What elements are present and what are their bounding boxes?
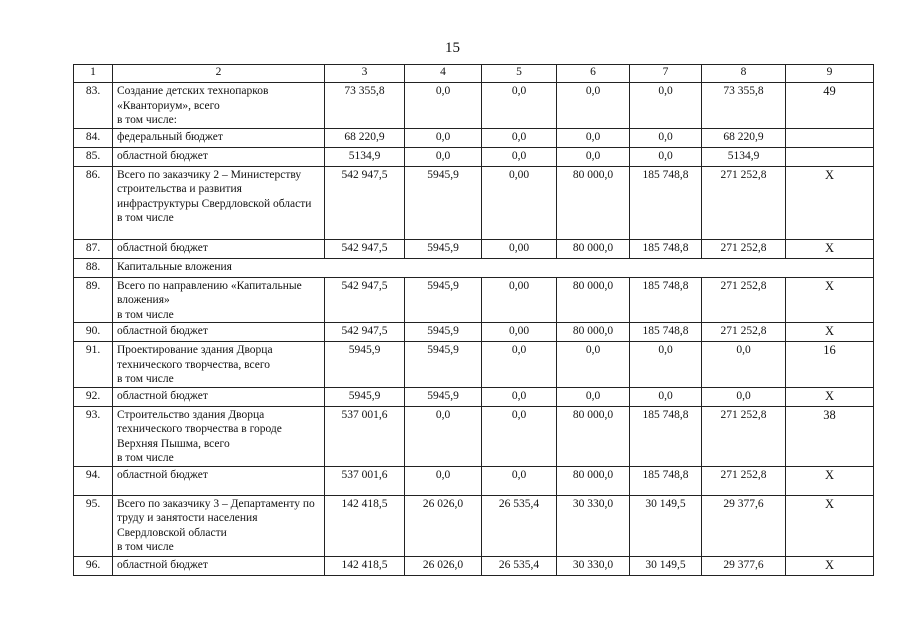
- column-header: 5: [482, 65, 557, 83]
- cell-col4: 5945,9: [405, 387, 482, 406]
- cell-col4: 5945,9: [405, 166, 482, 239]
- cell-col6: 30 330,0: [557, 556, 630, 575]
- cell-col4: 0,0: [405, 147, 482, 166]
- cell-col7: 185 748,8: [630, 406, 702, 466]
- cell-col9: 38: [786, 406, 874, 466]
- cell-col8: 73 355,8: [702, 83, 786, 129]
- cell-col9: [786, 147, 874, 166]
- table-row: [74, 406, 874, 466]
- cell-col8: 271 252,8: [702, 166, 786, 239]
- cell-col4: 0,0: [405, 466, 482, 495]
- cell-col8: 271 252,8: [702, 239, 786, 258]
- table-row: [74, 147, 874, 166]
- cell-col3: 142 418,5: [325, 495, 405, 556]
- cell-col6: 80 000,0: [557, 239, 630, 258]
- cell-col5: 0,0: [482, 147, 557, 166]
- cell-col5: 0,0: [482, 83, 557, 129]
- cell-col5: 0,00: [482, 277, 557, 323]
- row-number: 84.: [74, 128, 113, 147]
- cell-col8: 68 220,9: [702, 128, 786, 147]
- cell-col9: X: [786, 277, 874, 323]
- cell-col8: 0,0: [702, 342, 786, 388]
- cell-col6: 80 000,0: [557, 406, 630, 466]
- table-row: [74, 258, 874, 277]
- row-description: Проектирование здания Дворца технического творчества, всего в том числе: [113, 342, 325, 388]
- cell-col9: 49: [786, 83, 874, 129]
- cell-col4: 0,0: [405, 406, 482, 466]
- cell-col7: 0,0: [630, 387, 702, 406]
- row-description: Всего по заказчику 3 – Департаменту по труду и занятости населения Свердловской области в том числе: [113, 495, 325, 556]
- cell-col9: [786, 128, 874, 147]
- cell-col4: 26 026,0: [405, 556, 482, 575]
- row-description: федеральный бюджет: [113, 128, 325, 147]
- cell-col5: 0,0: [482, 342, 557, 388]
- table-row: [74, 277, 874, 323]
- row-description: областной бюджет: [113, 556, 325, 575]
- cell-col5: 0,0: [482, 406, 557, 466]
- cell-col3: 142 418,5: [325, 556, 405, 575]
- cell-col3: 68 220,9: [325, 128, 405, 147]
- cell-col7: 185 748,8: [630, 323, 702, 342]
- cell-col3: 542 947,5: [325, 277, 405, 323]
- cell-col5: 0,00: [482, 239, 557, 258]
- cell-col9: X: [786, 323, 874, 342]
- cell-col6: 80 000,0: [557, 323, 630, 342]
- cell-col8: 5134,9: [702, 147, 786, 166]
- row-description: Всего по направлению «Капитальные вложения» в том числе: [113, 277, 325, 323]
- cell-col3: 5945,9: [325, 342, 405, 388]
- row-number: 89.: [74, 277, 113, 323]
- cell-col9: X: [786, 556, 874, 575]
- cell-col4: 5945,9: [405, 342, 482, 388]
- row-number: 86.: [74, 166, 113, 239]
- cell-col5: 26 535,4: [482, 495, 557, 556]
- table-row: [74, 239, 874, 258]
- cell-col8: 29 377,6: [702, 495, 786, 556]
- cell-col6: 0,0: [557, 147, 630, 166]
- cell-col3: 5945,9: [325, 387, 405, 406]
- cell-col7: 185 748,8: [630, 277, 702, 323]
- cell-col8: 271 252,8: [702, 406, 786, 466]
- row-number: 94.: [74, 466, 113, 495]
- table-row: [74, 342, 874, 388]
- cell-col5: 0,00: [482, 166, 557, 239]
- cell-col9: X: [786, 466, 874, 495]
- page-number: 15: [445, 40, 460, 56]
- cell-col9: X: [786, 239, 874, 258]
- cell-col6: 0,0: [557, 83, 630, 129]
- row-description: Строительство здания Дворца технического творчества в городе Верхняя Пышма, всего в том числе: [113, 406, 325, 466]
- cell-col7: 0,0: [630, 147, 702, 166]
- cell-col9: 16: [786, 342, 874, 388]
- cell-col8: 29 377,6: [702, 556, 786, 575]
- table-row: [74, 323, 874, 342]
- row-description: Капитальные вложения: [113, 258, 874, 277]
- cell-col6: 80 000,0: [557, 166, 630, 239]
- cell-col4: 5945,9: [405, 239, 482, 258]
- cell-col3: 542 947,5: [325, 166, 405, 239]
- header-row: [74, 65, 874, 83]
- row-number: 90.: [74, 323, 113, 342]
- cell-col4: 0,0: [405, 128, 482, 147]
- row-description: областной бюджет: [113, 239, 325, 258]
- table-row: [74, 495, 874, 556]
- cell-col8: 271 252,8: [702, 323, 786, 342]
- cell-col6: 80 000,0: [557, 466, 630, 495]
- cell-col3: 5134,9: [325, 147, 405, 166]
- row-number: 91.: [74, 342, 113, 388]
- cell-col3: 537 001,6: [325, 466, 405, 495]
- cell-col7: 185 748,8: [630, 466, 702, 495]
- cell-col6: 80 000,0: [557, 277, 630, 323]
- cell-col6: 0,0: [557, 342, 630, 388]
- row-number: 96.: [74, 556, 113, 575]
- cell-col8: 271 252,8: [702, 277, 786, 323]
- cell-col4: 0,0: [405, 83, 482, 129]
- cell-col3: 542 947,5: [325, 239, 405, 258]
- cell-col5: 0,0: [482, 387, 557, 406]
- row-description: областной бюджет: [113, 323, 325, 342]
- cell-col4: 26 026,0: [405, 495, 482, 556]
- row-number: 92.: [74, 387, 113, 406]
- cell-col6: 0,0: [557, 387, 630, 406]
- column-header: 3: [325, 65, 405, 83]
- cell-col7: 30 149,5: [630, 556, 702, 575]
- row-number: 88.: [74, 258, 113, 277]
- column-header: 7: [630, 65, 702, 83]
- cell-col5: 0,00: [482, 323, 557, 342]
- cell-col3: 73 355,8: [325, 83, 405, 129]
- table-body: [74, 65, 874, 576]
- column-header: 4: [405, 65, 482, 83]
- table-row: [74, 556, 874, 575]
- column-header: 1: [74, 65, 113, 83]
- cell-col4: 5945,9: [405, 323, 482, 342]
- row-description: Создание детских технопарков «Кванториум», всего в том числе:: [113, 83, 325, 129]
- cell-col4: 5945,9: [405, 277, 482, 323]
- table-row: [74, 466, 874, 495]
- cell-col7: 185 748,8: [630, 239, 702, 258]
- row-number: 85.: [74, 147, 113, 166]
- budget-table: [73, 64, 874, 576]
- column-header: 9: [786, 65, 874, 83]
- row-number: 95.: [74, 495, 113, 556]
- cell-col6: 0,0: [557, 128, 630, 147]
- table-row: [74, 166, 874, 239]
- cell-col7: 185 748,8: [630, 166, 702, 239]
- row-description: областной бюджет: [113, 387, 325, 406]
- cell-col7: 30 149,5: [630, 495, 702, 556]
- row-description: областной бюджет: [113, 466, 325, 495]
- row-description: Всего по заказчику 2 – Министерству строительства и развития инфраструктуры Свердловской области в том числе: [113, 166, 325, 239]
- table-row: [74, 387, 874, 406]
- row-number: 83.: [74, 83, 113, 129]
- table-row: [74, 83, 874, 129]
- cell-col5: 0,0: [482, 466, 557, 495]
- cell-col8: 0,0: [702, 387, 786, 406]
- cell-col5: 0,0: [482, 128, 557, 147]
- column-header: 8: [702, 65, 786, 83]
- cell-col6: 30 330,0: [557, 495, 630, 556]
- column-header: 6: [557, 65, 630, 83]
- cell-col9: X: [786, 387, 874, 406]
- cell-col7: 0,0: [630, 128, 702, 147]
- row-number: 93.: [74, 406, 113, 466]
- row-description: областной бюджет: [113, 147, 325, 166]
- table-row: [74, 128, 874, 147]
- column-header: 2: [113, 65, 325, 83]
- cell-col3: 542 947,5: [325, 323, 405, 342]
- cell-col5: 26 535,4: [482, 556, 557, 575]
- cell-col9: X: [786, 495, 874, 556]
- cell-col7: 0,0: [630, 83, 702, 129]
- cell-col3: 537 001,6: [325, 406, 405, 466]
- cell-col9: X: [786, 166, 874, 239]
- row-number: 87.: [74, 239, 113, 258]
- cell-col8: 271 252,8: [702, 466, 786, 495]
- cell-col7: 0,0: [630, 342, 702, 388]
